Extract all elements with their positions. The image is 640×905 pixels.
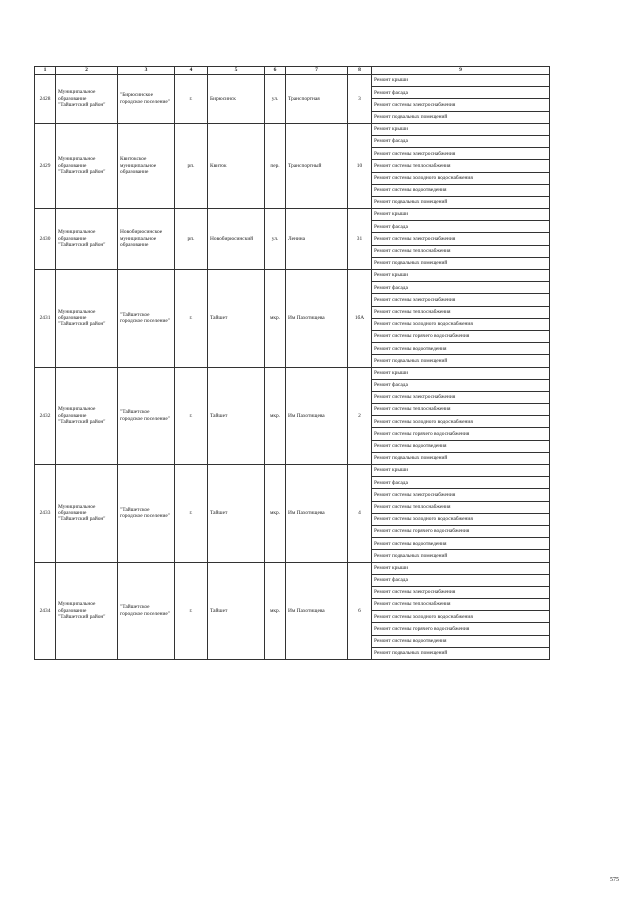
header-row	[35, 67, 550, 75]
table-row	[35, 367, 550, 379]
table-row	[35, 123, 550, 135]
settlement-name: "Бирюсинское городское поселение"	[118, 75, 175, 124]
repair-work-item: Ремонт системы теплоснабжения	[372, 306, 550, 318]
locality-name: Новобирюсинский	[208, 209, 265, 270]
repair-register-table	[34, 66, 550, 660]
repair-work-item: Ремонт системы электроснабжения	[372, 391, 550, 403]
entry-number: 2428	[35, 75, 56, 124]
repair-work-item: Ремонт подвальных помещений	[372, 355, 550, 367]
settlement-name: "Тайшетское городское поселение"	[118, 367, 175, 465]
page-number: 575	[610, 877, 619, 883]
repair-work-item: Ремонт крыши	[372, 123, 550, 135]
table-body	[35, 75, 550, 660]
locality-type: рп.	[175, 209, 208, 270]
repair-work-item: Ремонт подвальных помещений	[372, 257, 550, 269]
street-type: пер.	[265, 123, 286, 208]
settlement-name: "Тайшетское городское поселение"	[118, 465, 175, 563]
street-name: Им Пахотищева	[286, 562, 348, 660]
house-number: 3	[348, 75, 372, 124]
repair-work-item: Ремонт подвальных помещений	[372, 111, 550, 123]
entry-number: 2429	[35, 123, 56, 208]
col-header: 3	[118, 67, 175, 75]
repair-work-item: Ремонт системы водоотведения	[372, 440, 550, 452]
street-type: мкр.	[265, 270, 286, 368]
repair-work-item: Ремонт системы теплоснабжения	[372, 404, 550, 416]
locality-name: Бирюсинск	[208, 75, 265, 124]
col-header: 4	[175, 67, 208, 75]
repair-work-item: Ремонт системы электроснабжения	[372, 586, 550, 598]
repair-work-item: Ремонт фасада	[372, 477, 550, 489]
repair-work-item: Ремонт фасада	[372, 282, 550, 294]
repair-work-item: Ремонт подвальных помещений	[372, 196, 550, 208]
entry-number: 2433	[35, 465, 56, 563]
col-header: 2	[56, 67, 118, 75]
repair-work-item: Ремонт системы электроснабжения	[372, 489, 550, 501]
street-name: Транспортная	[286, 75, 348, 124]
repair-work-item: Ремонт крыши	[372, 270, 550, 282]
repair-work-item: Ремонт крыши	[372, 465, 550, 477]
repair-work-item: Ремонт системы электроснабжения	[372, 148, 550, 160]
locality-type: г.	[175, 562, 208, 660]
repair-work-item: Ремонт системы горячего водоснабжения	[372, 623, 550, 635]
table-row	[35, 209, 550, 221]
settlement-name: Квитокское муниципальное образование	[118, 123, 175, 208]
street-name: Им Пахотищева	[286, 465, 348, 563]
street-name: Транспортный	[286, 123, 348, 208]
entry-number: 2431	[35, 270, 56, 368]
table-row	[35, 562, 550, 574]
house-number: 1бА	[348, 270, 372, 368]
municipal-district: Муниципальное образование "Тайшетский район"	[56, 270, 118, 368]
repair-work-item: Ремонт системы электроснабжения	[372, 99, 550, 111]
repair-work-item: Ремонт системы горячего водоснабжения	[372, 525, 550, 537]
repair-work-item: Ремонт системы водоотведения	[372, 343, 550, 355]
house-number: 2	[348, 367, 372, 465]
house-number: 10	[348, 123, 372, 208]
locality-type: г.	[175, 465, 208, 563]
settlement-name: "Тайшетское городское поселение"	[118, 270, 175, 368]
repair-work-item: Ремонт системы электроснабжения	[372, 294, 550, 306]
repair-work-item: Ремонт системы водоотведения	[372, 184, 550, 196]
street-type: мкр.	[265, 562, 286, 660]
repair-work-item: Ремонт системы теплоснабжения	[372, 245, 550, 257]
col-header: 9	[372, 67, 550, 75]
municipal-district: Муниципальное образование "Тайшетский район"	[56, 123, 118, 208]
settlement-name: "Тайшетское городское поселение"	[118, 562, 175, 660]
settlement-name: Новобирюсинское муниципальное образование	[118, 209, 175, 270]
municipal-district: Муниципальное образование "Тайшетский район"	[56, 367, 118, 465]
house-number: 6	[348, 562, 372, 660]
table-row	[35, 75, 550, 87]
repair-work-item: Ремонт системы водоотведения	[372, 538, 550, 550]
locality-name: Тайшет	[208, 465, 265, 563]
repair-work-item: Ремонт подвальных помещений	[372, 550, 550, 562]
entry-number: 2434	[35, 562, 56, 660]
repair-work-item: Ремонт системы холодного водоснабжения	[372, 416, 550, 428]
repair-work-item: Ремонт фасада	[372, 135, 550, 147]
table-row	[35, 465, 550, 477]
repair-work-item: Ремонт системы холодного водоснабжения	[372, 172, 550, 184]
repair-work-item: Ремонт системы теплоснабжения	[372, 599, 550, 611]
municipal-district: Муниципальное образование "Тайшетский район"	[56, 75, 118, 124]
locality-type: рп.	[175, 123, 208, 208]
locality-name: Тайшет	[208, 562, 265, 660]
col-header: 7	[286, 67, 348, 75]
locality-name: Квиток	[208, 123, 265, 208]
repair-work-item: Ремонт системы горячего водоснабжения	[372, 330, 550, 342]
col-header: 5	[208, 67, 265, 75]
repair-work-item: Ремонт системы холодного водоснабжения	[372, 318, 550, 330]
repair-work-item: Ремонт системы теплоснабжения	[372, 160, 550, 172]
municipal-district: Муниципальное образование "Тайшетский район"	[56, 562, 118, 660]
entry-number: 2432	[35, 367, 56, 465]
locality-name: Тайшет	[208, 367, 265, 465]
repair-work-item: Ремонт системы горячего водоснабжения	[372, 428, 550, 440]
locality-type: г.	[175, 270, 208, 368]
repair-work-item: Ремонт крыши	[372, 562, 550, 574]
street-name: Им Пахотищева	[286, 367, 348, 465]
repair-work-item: Ремонт подвальных помещений	[372, 452, 550, 464]
col-header: 6	[265, 67, 286, 75]
street-type: мкр.	[265, 465, 286, 563]
repair-work-item: Ремонт системы водоотведения	[372, 635, 550, 647]
repair-work-item: Ремонт крыши	[372, 367, 550, 379]
repair-work-item: Ремонт фасада	[372, 87, 550, 99]
municipal-district: Муниципальное образование "Тайшетский район"	[56, 209, 118, 270]
repair-work-item: Ремонт системы холодного водоснабжения	[372, 611, 550, 623]
repair-work-item: Ремонт фасада	[372, 221, 550, 233]
locality-type: г.	[175, 367, 208, 465]
house-number: 31	[348, 209, 372, 270]
street-type: ул.	[265, 75, 286, 124]
locality-name: Тайшет	[208, 270, 265, 368]
street-name: Ленина	[286, 209, 348, 270]
repair-work-item: Ремонт подвальных помещений	[372, 647, 550, 659]
repair-work-item: Ремонт системы холодного водоснабжения	[372, 513, 550, 525]
col-header: 8	[348, 67, 372, 75]
col-header: 1	[35, 67, 56, 75]
repair-work-item: Ремонт крыши	[372, 209, 550, 221]
repair-work-item: Ремонт системы теплоснабжения	[372, 501, 550, 513]
repair-work-item: Ремонт системы электроснабжения	[372, 233, 550, 245]
repair-work-item: Ремонт фасада	[372, 574, 550, 586]
repair-work-item: Ремонт крыши	[372, 75, 550, 87]
house-number: 4	[348, 465, 372, 563]
street-type: мкр.	[265, 367, 286, 465]
locality-type: г.	[175, 75, 208, 124]
entry-number: 2430	[35, 209, 56, 270]
table-row	[35, 270, 550, 282]
repair-work-item: Ремонт фасада	[372, 379, 550, 391]
street-type: ул.	[265, 209, 286, 270]
municipal-district: Муниципальное образование "Тайшетский район"	[56, 465, 118, 563]
street-name: Им Пахотищева	[286, 270, 348, 368]
